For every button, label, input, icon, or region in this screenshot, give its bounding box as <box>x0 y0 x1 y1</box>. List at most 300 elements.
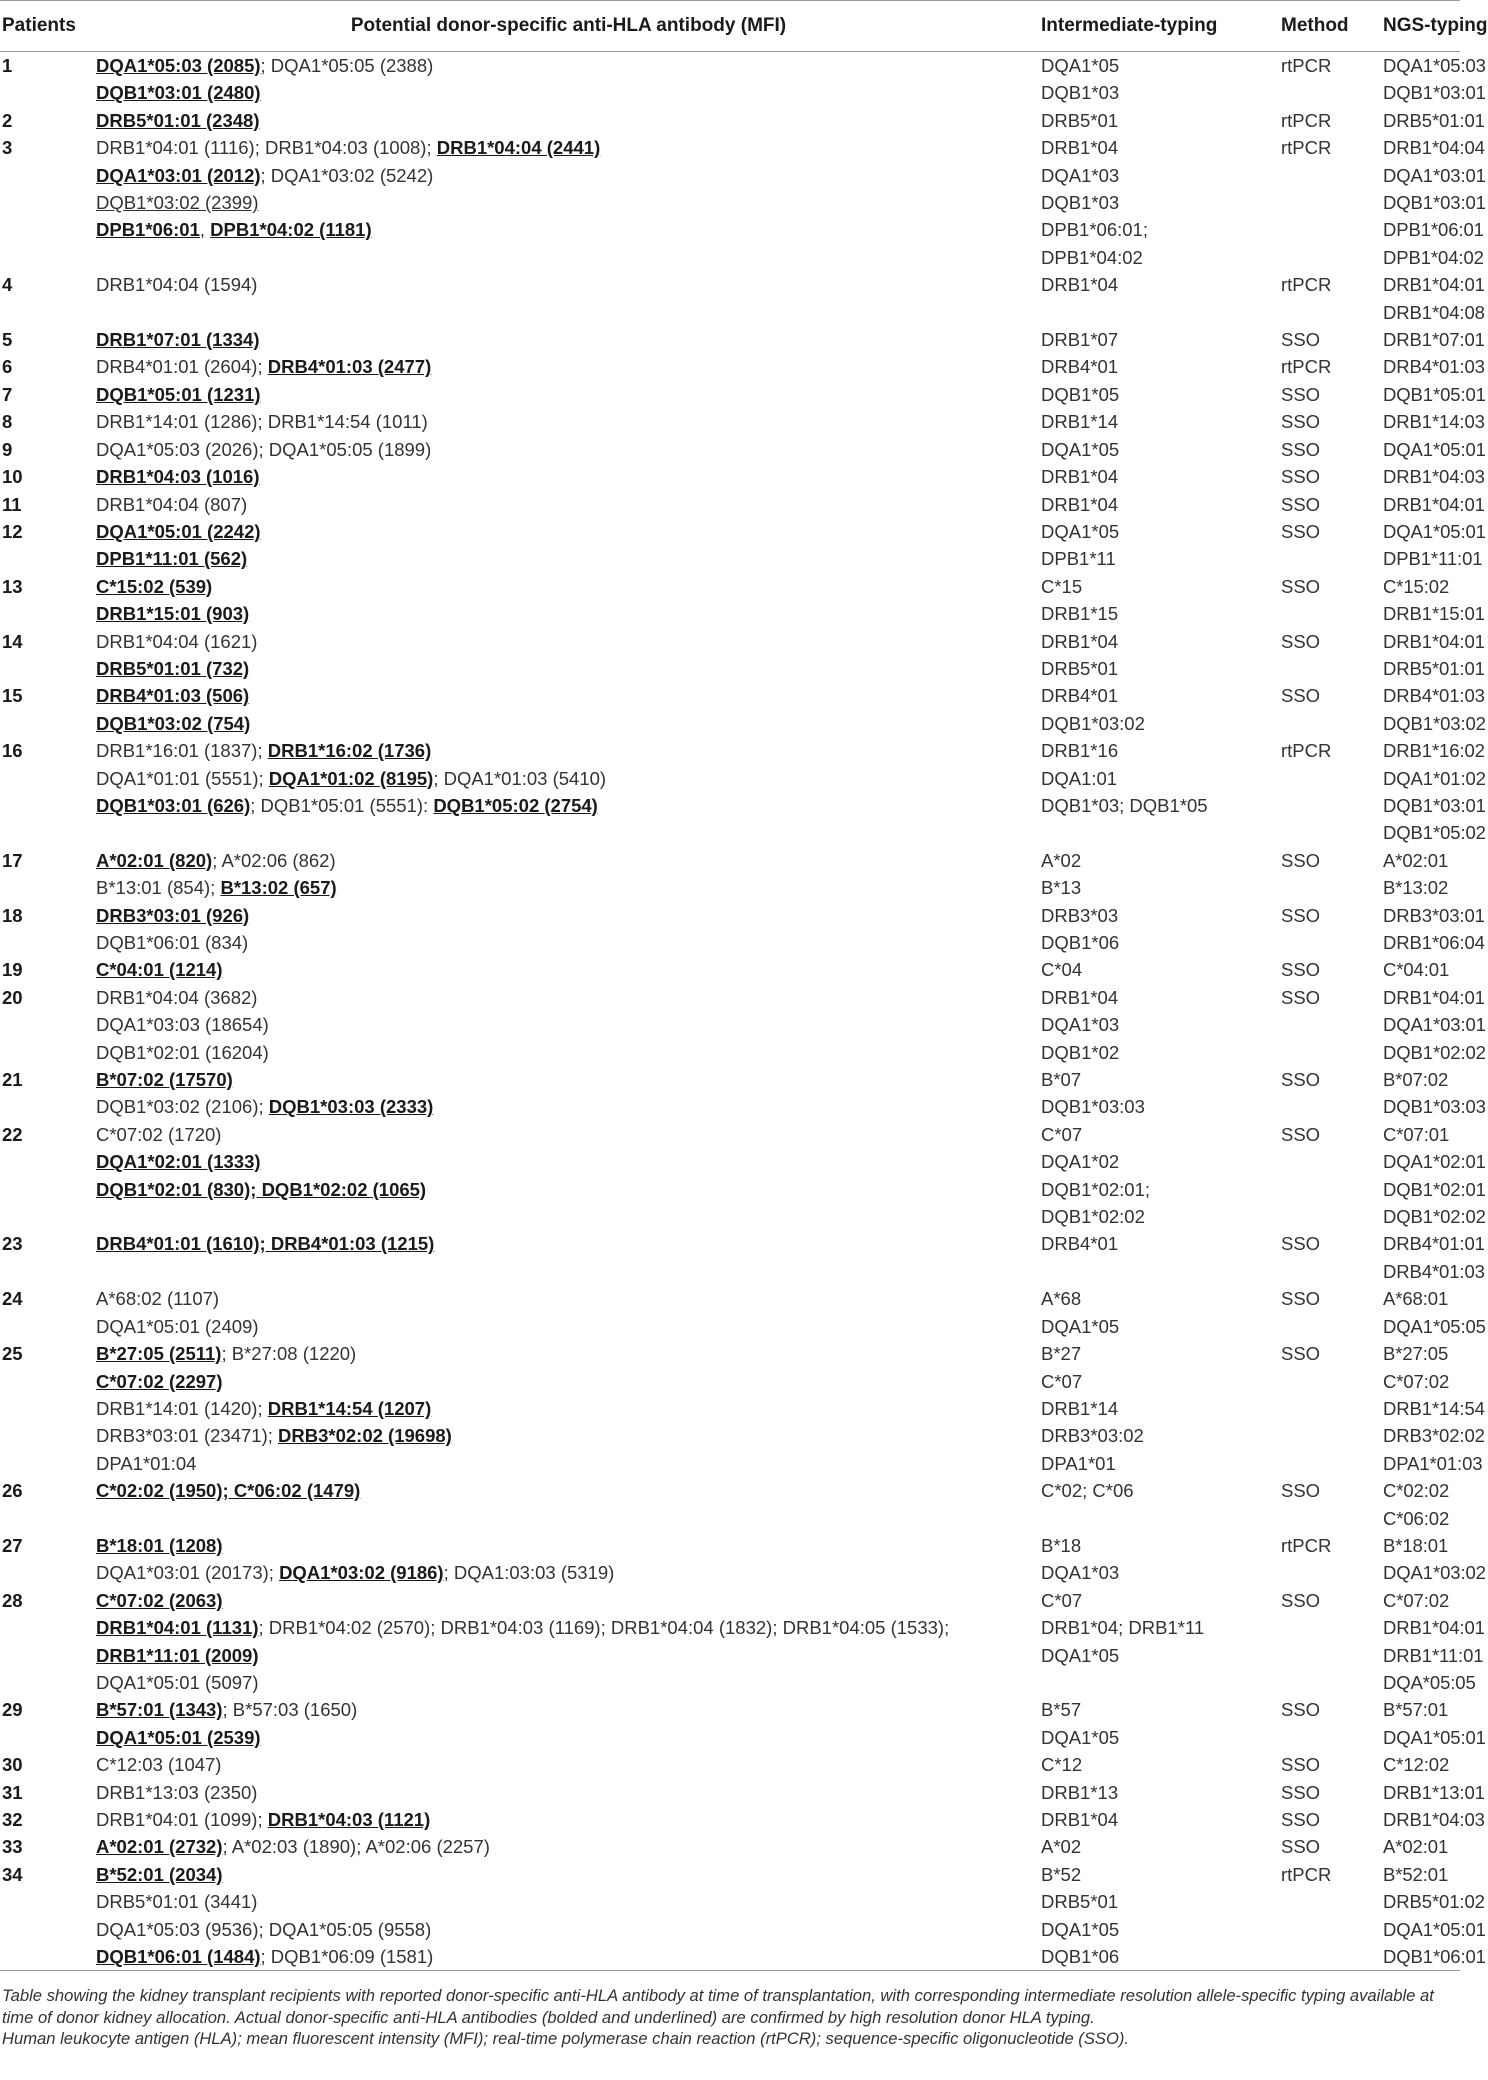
table-row <box>0 463 1460 490</box>
cell-antibody <box>96 134 1041 161</box>
antibody-text: ; DQA1*05:05 (2388) <box>260 55 434 76</box>
cell-ngs-typing: DQB1*02:02 <box>1383 1206 1486 1228</box>
cell-method <box>1281 1450 1383 1477</box>
cell-patient <box>0 162 96 189</box>
cell-method: SSO <box>1281 466 1321 488</box>
cell-antibody <box>96 819 1041 846</box>
cell-intermediate-typing: DQB1*03 <box>1041 82 1120 104</box>
confirmed-dsa-allele: C*07:02 (2297) <box>96 1370 223 1392</box>
cell-ngs-typing: DQB1*06:01 <box>1383 1943 1460 1971</box>
cell-patient: 25 <box>2 1343 23 1365</box>
cell-method <box>1281 189 1383 216</box>
antibody-text: DRB1*14:01 (1286); DRB1*14:54 (1011) <box>96 411 428 433</box>
cell-intermediate-typing: C*07 <box>1041 1370 1083 1392</box>
table-row <box>0 929 1460 956</box>
header-patients: Patients <box>0 1 96 52</box>
cell-method: rtPCR <box>1281 1863 1332 1885</box>
cell-intermediate-typing: DRB5*01 <box>1041 1891 1119 1913</box>
confirmed-dsa-allele: DRB1*04:04 (2441) <box>436 137 601 159</box>
table-row <box>0 1669 1460 1696</box>
cell-antibody <box>96 1093 1041 1120</box>
table-row <box>0 52 1460 80</box>
cell-ngs-typing: B*52:01 <box>1383 1863 1449 1885</box>
cell-antibody <box>96 244 1041 271</box>
cell-intermediate-typing: DRB4*01 <box>1041 685 1119 707</box>
cell-method: SSO <box>1281 849 1321 871</box>
cell-ngs-typing: DRB1*04:03 <box>1383 466 1485 488</box>
cell-patient: 23 <box>2 1233 23 1255</box>
cell-method <box>1281 1011 1383 1038</box>
antibody-text: DRB5*01:01 (3441) <box>96 1891 258 1913</box>
cell-patient <box>0 819 96 846</box>
cell-method <box>1281 792 1383 819</box>
cell-intermediate-typing: B*57 <box>1041 1699 1082 1721</box>
confirmed-dsa-allele: DRB3*03:01 (926) <box>96 904 250 926</box>
cell-ngs-typing: C*12:02 <box>1383 1754 1450 1776</box>
cell-antibody <box>96 1258 1041 1285</box>
cell-antibody <box>96 216 1041 243</box>
cell-patient: 18 <box>2 904 23 926</box>
cell-patient: 9 <box>2 438 13 460</box>
table-row <box>0 792 1460 819</box>
table-row <box>0 189 1460 216</box>
cell-patient <box>0 244 96 271</box>
confirmed-dsa-allele: DRB1*04:03 (1016) <box>96 466 260 488</box>
confirmed-dsa-allele: ; <box>222 1480 234 1502</box>
cell-method <box>1281 655 1383 682</box>
header-intermediate-typing: Intermediate-typing <box>1041 1 1281 52</box>
cell-method: rtPCR <box>1281 55 1332 76</box>
cell-ngs-typing: DRB1*04:03 <box>1383 1809 1485 1830</box>
cell-intermediate-typing: DQA1:01 <box>1041 767 1118 789</box>
cell-intermediate-typing: DQA1*05 <box>1041 1644 1120 1666</box>
table-row <box>0 518 1460 545</box>
cell-method: rtPCR <box>1281 137 1332 159</box>
cell-patient: 22 <box>2 1123 23 1145</box>
cell-method: SSO <box>1281 1781 1321 1803</box>
cell-intermediate-typing: DQA1*02 <box>1041 1151 1120 1173</box>
cell-intermediate-typing: DQA1*03 <box>1041 1014 1120 1036</box>
cell-method: rtPCR <box>1281 274 1332 296</box>
antibody-text: , <box>199 219 211 241</box>
confirmed-dsa-allele: ; <box>250 1178 262 1200</box>
confirmed-dsa-allele: DRB1*11:01 (2009) <box>96 1644 259 1666</box>
cell-patient <box>0 189 96 216</box>
cell-patient: 28 <box>2 1589 23 1611</box>
cell-intermediate-typing: DQA1*05 <box>1041 55 1120 76</box>
cell-patient <box>0 1368 96 1395</box>
cell-antibody <box>96 381 1041 408</box>
cell-antibody <box>96 545 1041 572</box>
cell-ngs-typing: C*02:02 <box>1383 1480 1450 1502</box>
cell-intermediate-typing: DQB1*06 <box>1041 1943 1281 1971</box>
cell-ngs-typing: DRB1*14:03 <box>1383 411 1485 433</box>
cell-ngs-typing: DQA1*05:05 <box>1383 1315 1486 1337</box>
cell-antibody <box>96 573 1041 600</box>
cell-ngs-typing: DRB1*04:01 <box>1383 986 1485 1008</box>
cell-ngs-typing: DQA1*05:03 <box>1383 55 1486 76</box>
cell-antibody <box>96 1450 1041 1477</box>
cell-patient <box>0 1614 96 1641</box>
cell-method <box>1281 1395 1383 1422</box>
cell-ngs-typing: DRB1*04:01 <box>1383 274 1485 296</box>
cell-antibody <box>96 1340 1041 1367</box>
cell-intermediate-typing: DPB1*06:01; <box>1041 219 1148 241</box>
cell-patient <box>0 1395 96 1422</box>
cell-ngs-typing: DRB1*11:01 <box>1383 1644 1484 1666</box>
table-row <box>0 819 1460 846</box>
cell-antibody <box>96 902 1041 929</box>
cell-method: SSO <box>1281 904 1321 926</box>
confirmed-dsa-allele: DQB1*05:01 (1231) <box>96 383 261 405</box>
cell-method: SSO <box>1281 575 1321 597</box>
cell-ngs-typing: DRB1*04:01 <box>1383 630 1485 652</box>
cell-intermediate-typing: DQA1*05 <box>1041 1726 1120 1748</box>
cell-antibody <box>96 271 1041 298</box>
cell-ngs-typing: DRB1*04:01 <box>1383 1617 1485 1639</box>
table-row <box>0 1258 1460 1285</box>
confirmed-dsa-allele: DRB5*01:01 (2348) <box>96 109 260 131</box>
cell-patient: 34 <box>2 1863 23 1885</box>
antibody-text: DQA1*03:03 (18654) <box>96 1014 269 1036</box>
table-row <box>0 436 1460 463</box>
cell-intermediate-typing: DRB1*13 <box>1041 1781 1119 1803</box>
cell-patient <box>0 765 96 792</box>
table-row <box>0 1587 1460 1614</box>
cell-antibody <box>96 1011 1041 1038</box>
table-row <box>0 1422 1460 1449</box>
cell-patient <box>0 1011 96 1038</box>
cell-intermediate-typing: DRB1*14 <box>1041 1397 1119 1419</box>
table-row <box>0 1477 1460 1504</box>
cell-antibody <box>96 682 1041 709</box>
table-row <box>0 1121 1460 1148</box>
antibody-text: ; B*27:08 (1220) <box>221 1343 357 1365</box>
cell-ngs-typing: DRB1*06:04 <box>1383 932 1485 953</box>
antibody-text: ; B*57:03 (1650) <box>222 1699 358 1721</box>
confirmed-dsa-allele: DQB1*05:02 (2754) <box>433 794 598 816</box>
table-row <box>0 682 1460 709</box>
antibody-text: B*13:01 (854); <box>96 877 221 899</box>
cell-method: rtPCR <box>1281 740 1332 762</box>
table-row <box>0 1039 1460 1066</box>
cell-antibody <box>96 1888 1041 1915</box>
table-row <box>0 1011 1460 1038</box>
cell-ngs-typing: DPB1*04:02 <box>1383 246 1484 268</box>
table-row <box>0 1285 1460 1312</box>
antibody-text: A*68:02 (1107) <box>96 1288 220 1310</box>
table-row <box>0 1203 1460 1230</box>
cell-patient: 6 <box>2 356 13 378</box>
table-row <box>0 1313 1460 1340</box>
cell-intermediate-typing: DRB1*07 <box>1041 329 1119 351</box>
cell-antibody <box>96 1642 1041 1669</box>
table-row <box>0 1066 1460 1093</box>
cell-antibody <box>96 107 1041 134</box>
table-body <box>0 52 1486 1971</box>
cell-method <box>1281 1943 1383 1971</box>
cell-method: SSO <box>1281 1699 1321 1721</box>
confirmed-dsa-allele: DRB4*01:03 (1215) <box>270 1233 435 1255</box>
cell-ngs-typing: A*02:01 <box>1383 849 1449 871</box>
cell-intermediate-typing: B*52 <box>1041 1863 1082 1885</box>
cell-antibody <box>96 792 1041 819</box>
cell-method: SSO <box>1281 1069 1321 1091</box>
cell-method <box>1281 1203 1383 1230</box>
cell-patient: 26 <box>2 1480 23 1502</box>
cell-method <box>1281 1916 1383 1943</box>
cell-ngs-typing: B*57:01 <box>1383 1699 1449 1721</box>
cell-method <box>1281 545 1383 572</box>
antibody-text: DQA1*05:03 (2026); DQA1*05:05 (1899) <box>96 438 432 460</box>
confirmed-dsa-allele: DQA1*05:01 (2539) <box>96 1726 261 1748</box>
cell-intermediate-typing: C*12 <box>1041 1754 1083 1776</box>
confirmed-dsa-allele: DRB4*01:03 (506) <box>96 685 250 707</box>
confirmed-dsa-allele: A*02:01 (2732) <box>96 1836 223 1858</box>
cell-patient: 13 <box>2 575 23 597</box>
cell-antibody <box>96 1614 1041 1641</box>
cell-method: SSO <box>1281 685 1321 707</box>
cell-antibody <box>96 299 1041 326</box>
cell-intermediate-typing: C*15 <box>1041 575 1083 597</box>
cell-method <box>1281 1505 1383 1532</box>
confirmed-dsa-allele: DQB1*03:03 (2333) <box>268 1096 434 1118</box>
confirmed-dsa-allele: ; <box>259 1233 271 1255</box>
cell-patient <box>0 1422 96 1449</box>
cell-ngs-typing: A*02:01 <box>1383 1836 1449 1858</box>
cell-antibody <box>96 518 1041 545</box>
confirmed-dsa-allele: B*57:01 (1343) <box>96 1699 223 1721</box>
table-row <box>0 1148 1460 1175</box>
cell-patient: 17 <box>2 849 23 871</box>
cell-ngs-typing: DRB5*01:02 <box>1383 1891 1485 1913</box>
cell-patient <box>0 299 96 326</box>
cell-ngs-typing: C*07:02 <box>1383 1370 1450 1392</box>
cell-antibody <box>96 1395 1041 1422</box>
antibody-text: DRB1*16:01 (1837); <box>96 740 268 762</box>
confirmed-dsa-allele: DRB1*16:02 (1736) <box>267 740 432 762</box>
confirmed-dsa-allele: B*13:02 (657) <box>220 877 337 899</box>
cell-antibody <box>96 1121 1041 1148</box>
table-row <box>0 600 1460 627</box>
cell-patient: 2 <box>2 109 13 131</box>
cell-ngs-typing: DQA1*03:01 <box>1383 164 1486 186</box>
confirmed-dsa-allele: DRB5*01:01 (732) <box>96 657 250 679</box>
cell-method: SSO <box>1281 520 1321 542</box>
cell-intermediate-typing: DRB1*04 <box>1041 274 1119 296</box>
cell-patient <box>0 1642 96 1669</box>
cell-method <box>1281 1724 1383 1751</box>
cell-method <box>1281 929 1383 956</box>
cell-antibody <box>96 1724 1041 1751</box>
confirmed-dsa-allele: DQA1*03:02 (9186) <box>279 1562 444 1584</box>
cell-patient: 30 <box>2 1754 23 1776</box>
confirmed-dsa-allele: DQB1*03:02 (754) <box>96 712 251 734</box>
confirmed-dsa-allele: DQA1*05:01 (2242) <box>96 520 261 542</box>
table-row <box>0 1395 1460 1422</box>
cell-intermediate-typing: DQB1*03; DQB1*05 <box>1041 794 1208 816</box>
cell-ngs-typing: DRB4*01:03 <box>1383 685 1485 707</box>
cell-ngs-typing: DQA1*05:01 <box>1383 438 1486 460</box>
cell-antibody <box>96 1696 1041 1723</box>
cell-method <box>1281 765 1383 792</box>
cell-intermediate-typing: DRB1*04 <box>1041 137 1119 159</box>
table-row <box>0 874 1460 901</box>
cell-antibody <box>96 628 1041 655</box>
cell-antibody <box>96 1943 1041 1971</box>
table-row <box>0 902 1460 929</box>
cell-antibody <box>96 655 1041 682</box>
cell-ngs-typing: DQA*05:05 <box>1383 1671 1476 1693</box>
table-row <box>0 573 1460 600</box>
cell-patient <box>0 929 96 956</box>
cell-method <box>1281 244 1383 271</box>
cell-patient: 3 <box>2 137 13 159</box>
cell-method <box>1281 1258 1383 1285</box>
cell-patient <box>0 545 96 572</box>
confirmed-dsa-allele: DRB1*15:01 (903) <box>96 603 250 625</box>
table-row <box>0 326 1460 353</box>
cell-antibody <box>96 600 1041 627</box>
table-row <box>0 1368 1460 1395</box>
cell-patient: 27 <box>2 1534 23 1556</box>
table-row <box>0 244 1460 271</box>
cell-intermediate-typing: DRB1*15 <box>1041 603 1119 625</box>
cell-ngs-typing: DQB1*03:01 <box>1383 192 1486 214</box>
cell-antibody <box>96 189 1041 216</box>
cell-method <box>1281 1313 1383 1340</box>
cell-method: SSO <box>1281 1343 1321 1365</box>
cell-antibody <box>96 737 1041 764</box>
cell-method <box>1281 1176 1383 1203</box>
antibody-text: DQB1*03:02 (2106); <box>96 1096 269 1118</box>
cell-patient: 16 <box>2 740 23 762</box>
cell-intermediate-typing: A*68 <box>1041 1288 1082 1310</box>
cell-patient <box>0 1450 96 1477</box>
cell-antibody <box>96 1669 1041 1696</box>
cell-antibody <box>96 1559 1041 1586</box>
cell-patient <box>0 1203 96 1230</box>
antibody-text: ; A*02:06 (862) <box>212 849 336 871</box>
cell-method <box>1281 1559 1383 1586</box>
cell-method: SSO <box>1281 493 1321 515</box>
confirmed-dsa-allele: C*07:02 (2063) <box>96 1589 223 1611</box>
cell-ngs-typing: DQB1*02:02 <box>1383 1041 1486 1063</box>
table-row <box>0 216 1460 243</box>
cell-intermediate-typing: DQB1*02:01; <box>1041 1178 1151 1200</box>
cell-patient: 5 <box>2 329 13 351</box>
antibody-text: DRB4*01:01 (2604); <box>96 356 268 378</box>
cell-antibody <box>96 765 1041 792</box>
confirmed-dsa-allele: DQA1*02:01 (1333) <box>96 1151 261 1173</box>
cell-antibody <box>96 1477 1041 1504</box>
cell-intermediate-typing: DQB1*05 <box>1041 383 1120 405</box>
table-row <box>0 1340 1460 1367</box>
table-row <box>0 1614 1460 1641</box>
header-ngs-typing: NGS-typing <box>1383 1 1460 52</box>
cell-patient: 21 <box>2 1069 23 1091</box>
cell-method <box>1281 1669 1383 1696</box>
table-row <box>0 353 1460 380</box>
cell-intermediate-typing: DRB4*01 <box>1041 1233 1119 1255</box>
cell-method <box>1281 162 1383 189</box>
cell-patient <box>0 1176 96 1203</box>
antibody-text: C*12:03 (1047) <box>96 1754 222 1776</box>
table-row <box>0 299 1460 326</box>
confirmed-dsa-allele: DQB1*03:01 (626) <box>96 794 251 816</box>
cell-method: SSO <box>1281 1233 1321 1255</box>
confirmed-dsa-allele: B*18:01 (1208) <box>96 1534 223 1556</box>
cell-ngs-typing: DRB4*01:03 <box>1383 356 1485 378</box>
cell-ngs-typing: C*04:01 <box>1383 959 1450 981</box>
cell-intermediate-typing: DQA1*05 <box>1041 1315 1120 1337</box>
antibody-text: DQA1*03:01 (20173); <box>96 1562 280 1584</box>
cell-method: rtPCR <box>1281 1534 1332 1556</box>
cell-ngs-typing: C*06:02 <box>1383 1507 1450 1529</box>
cell-ngs-typing: DRB1*04:04 <box>1383 137 1485 159</box>
confirmed-dsa-allele: DRB4*01:01 (1610) <box>96 1233 260 1255</box>
table-row <box>0 765 1460 792</box>
cell-intermediate-typing: DRB1*14 <box>1041 411 1119 433</box>
cell-patient <box>0 1724 96 1751</box>
cell-ngs-typing: DRB4*01:01 <box>1383 1233 1485 1255</box>
cell-antibody <box>96 1779 1041 1806</box>
cell-intermediate-typing: DPB1*04:02 <box>1041 246 1143 268</box>
cell-antibody <box>96 79 1041 106</box>
cell-ngs-typing: C*15:02 <box>1383 575 1450 597</box>
antibody-text: DRB1*04:04 (807) <box>96 493 248 515</box>
cell-intermediate-typing: B*27 <box>1041 1343 1082 1365</box>
cell-method: SSO <box>1281 986 1321 1008</box>
cell-ngs-typing: DRB4*01:03 <box>1383 1260 1485 1282</box>
cell-patient: 19 <box>2 959 23 981</box>
cell-antibody <box>96 1066 1041 1093</box>
table-row <box>0 1888 1460 1915</box>
confirmed-dsa-allele: C*06:02 (1479) <box>233 1480 361 1502</box>
cell-antibody <box>96 1176 1041 1203</box>
antibody-text: ; DQA1*01:03 (5410) <box>433 767 607 789</box>
cell-method <box>1281 874 1383 901</box>
cell-method: SSO <box>1281 1123 1321 1145</box>
table-header <box>0 1 1488 52</box>
table-row <box>0 1505 1460 1532</box>
cell-antibody <box>96 1916 1041 1943</box>
antibody-text: DQA1*05:01 (2409) <box>96 1315 259 1337</box>
table-row <box>0 408 1460 435</box>
cell-method <box>1281 1039 1383 1066</box>
cell-ngs-typing: DQB1*03:01 <box>1383 82 1486 104</box>
table-row <box>0 956 1460 983</box>
cell-intermediate-typing: DQB1*03:03 <box>1041 1096 1145 1118</box>
cell-antibody <box>96 463 1041 490</box>
confirmed-dsa-allele: DQA1*03:01 (2012) <box>96 164 261 186</box>
cell-intermediate-typing: B*13 <box>1041 877 1082 899</box>
confirmed-dsa-allele: DRB1*04:01 (1131) <box>96 1617 259 1639</box>
cell-ngs-typing: B*13:02 <box>1383 877 1449 899</box>
cell-antibody <box>96 1422 1041 1449</box>
cell-intermediate-typing: DRB3*03 <box>1041 904 1119 926</box>
cell-antibody <box>96 984 1041 1011</box>
cell-intermediate-typing: DQB1*02 <box>1041 1041 1120 1063</box>
cell-ngs-typing: DRB1*13:01 <box>1383 1781 1485 1803</box>
cell-patient: 31 <box>2 1781 23 1803</box>
confirmed-dsa-allele: DPB1*06:01 <box>96 219 200 241</box>
cell-antibody <box>96 1368 1041 1395</box>
cell-antibody <box>96 1285 1041 1312</box>
table-row <box>0 1806 1460 1833</box>
cell-patient <box>0 792 96 819</box>
cell-patient <box>0 1093 96 1120</box>
